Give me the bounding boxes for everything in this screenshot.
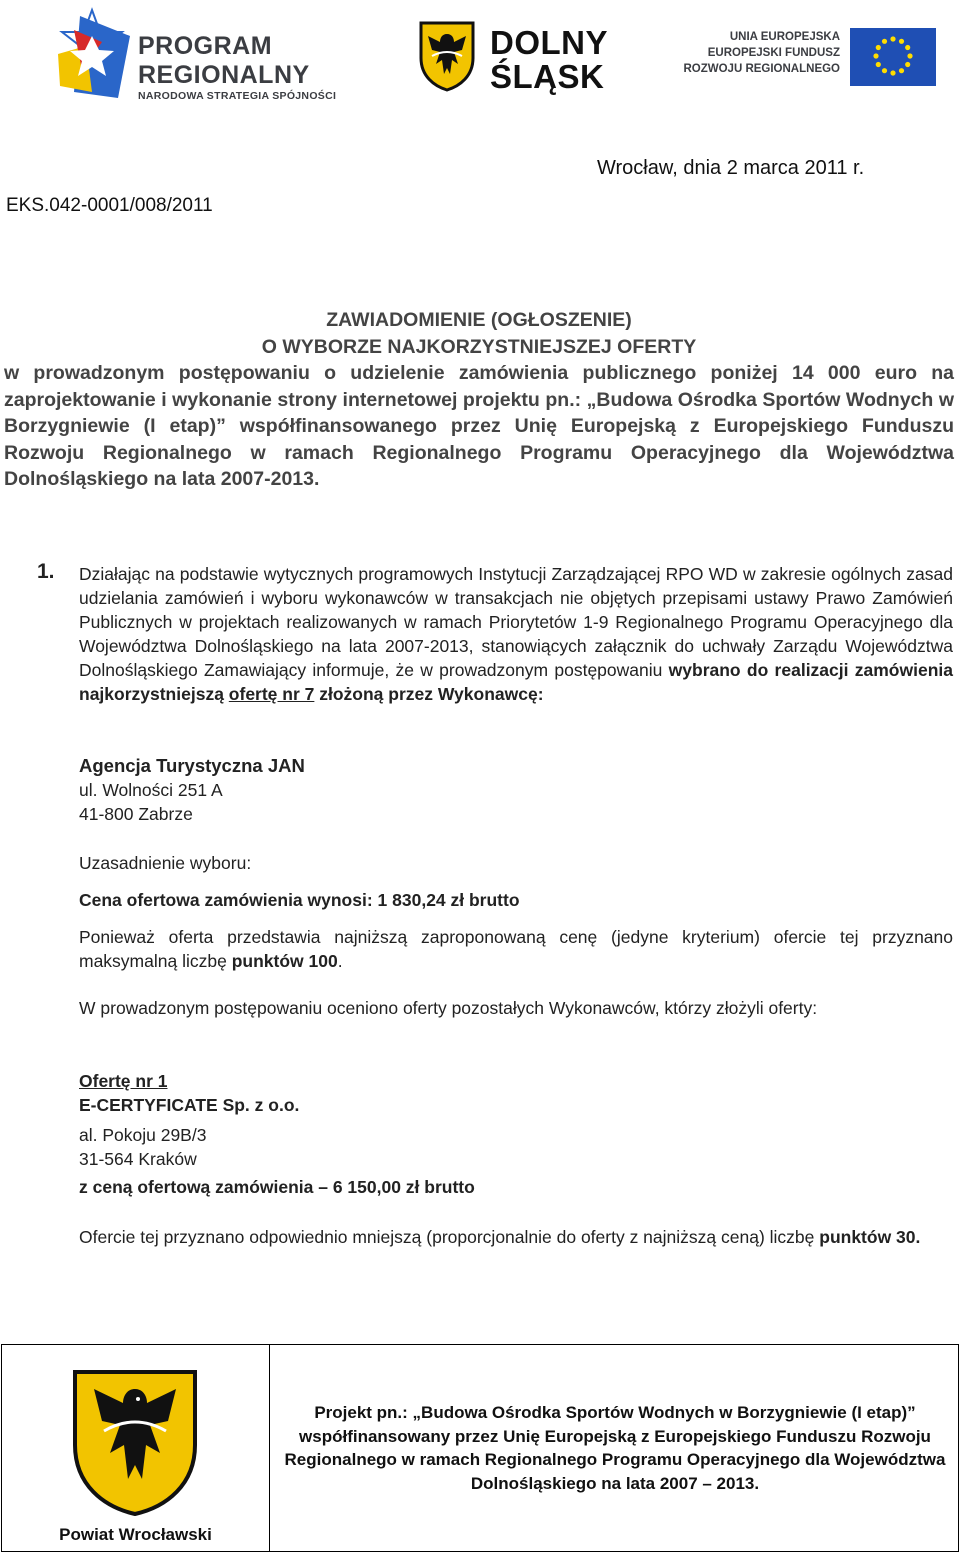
offer-1-address — [79, 1123, 953, 1171]
powiat-label: Powiat Wrocławski — [59, 1525, 212, 1544]
winner-name: Agencja Turystyczna JAN — [79, 755, 305, 776]
dolny-slask-logo — [418, 20, 618, 95]
justification-reason — [79, 925, 953, 973]
winner-city: 41-800 Zabrze — [79, 804, 193, 824]
program-logo-line1: PROGRAM — [138, 32, 273, 60]
footer-box — [1, 1344, 959, 1552]
justification-label: Uzasadnienie wyboru: — [79, 853, 252, 873]
unia-europejska-logo — [680, 28, 940, 88]
notice-heading — [4, 307, 954, 493]
winning-offer-ref: ofertę nr 7 — [228, 684, 315, 704]
offer-1-city: 31-564 Kraków — [79, 1149, 197, 1169]
offer-1-street: al. Pokoju 29B/3 — [79, 1125, 207, 1145]
ue-logo-line3: ROZWOJU REGIONALNEGO — [683, 63, 840, 75]
offer-1-company: E-CERTYFICATE Sp. z o.o. — [79, 1095, 300, 1115]
program-logo-line2: REGIONALNY — [138, 61, 310, 89]
reason-points: punktów 100 — [231, 951, 338, 971]
offer-1 — [79, 1069, 953, 1117]
section-bold-b: złożoną przez Wykonawcę: — [314, 684, 544, 704]
program-regionalny-emblem-icon — [52, 6, 132, 102]
powiat-coat-of-arms-icon — [70, 1367, 200, 1517]
offer-1-note-text: Ofercie tej przyznano odpowiednio mniejszą (proporcjonalnie do oferty z najniższą ceną) liczbę — [79, 1227, 820, 1247]
dolny-logo-line1: DOLNY — [490, 24, 608, 61]
section-1 — [37, 560, 953, 706]
others-intro: W prowadzonym postępowaniu oceniono oferty pozostałych Wykonawców, którzy złożyli oferty: — [79, 998, 818, 1018]
reference-number: EKS.042-0001/008/2011 — [6, 195, 213, 216]
winning-price: Cena ofertowa zamówienia wynosi: 1 830,24 zł brutto — [79, 890, 520, 910]
section-number: 1. — [37, 560, 55, 583]
document-date: Wrocław, dnia 2 marca 2011 r. — [597, 157, 865, 179]
reason-text: Ponieważ oferta przedstawia najniższą zaproponowaną cenę (jedyne kryterium) ofercie tej przyznano maksymalną liczbę — [79, 927, 953, 971]
footer-project-text: Projekt pn.: „Budowa Ośrodka Sportów Wodnych w Borzygniewie (I etap)” współfinansowany przez Unię Europejską z Europejskiego Funduszu Rozwoju Regionalnego w ramach Regionalnego Programu Operacyjnego dla Województwa Dolnośląskiego na lata 2007 – 2013. — [284, 1403, 946, 1493]
section-text: Działając na podstawie wytycznych programowych Instytucji Zarządzającej RPO WD w zakresie ogólnych zasad udzielania zamówień i wyboru wykonawców w transakcjach nie objętych przepisami ustawy Prawo Zamówień Publicznych w projektach realizowanych w ramach Priorytetów 1-9 Regionalnego Programu Operacyjnego dla Województwa Dolnośląskiego na lata 2007-2013, stanowiących załącznik do uchwały Zarządu Województwa Dolnośląskiego Zamawiający informuje, że w prowadzonym postępowaniu — [79, 564, 953, 680]
section-bold-a: wybrano do realizacji zamówienia najkorzystniejszą — [79, 660, 953, 704]
winner-address — [79, 754, 953, 826]
offer-1-points: punktów 30. — [819, 1227, 921, 1247]
offer-1-note — [79, 1225, 953, 1249]
notice-subtitle: O WYBORZE NAJKORZYSTNIEJSZEJ OFERTY — [261, 335, 697, 358]
notice-title: ZAWIADOMIENIE (OGŁOSZENIE) — [326, 309, 632, 331]
ue-logo-line2: EUROPEJSKI FUNDUSZ — [707, 47, 840, 59]
program-regionalny-logo — [52, 6, 362, 102]
reason-end: . — [337, 951, 343, 971]
program-logo-line3: NARODOWA STRATEGIA SPÓJNOŚCI — [138, 90, 337, 102]
dolny-logo-line2: ŚLĄSK — [490, 58, 605, 95]
notice-description: w prowadzonym postępowaniu o udzielenie zamówienia publicznego poniżej 14 000 euro na zaprojektowanie i wykonanie strony internetowej projektu pn.: „Budowa Ośrodka Sportów Wodnych w Borzygniewie (I etap)” współfinansowanego przez Unię Europejską z Europejskiego Funduszu Rozwoju Regionalnego w ramach Regionalnego Programu Operacyjnego dla Województwa Dolnośląskiego na lata 2007-2013. — [4, 362, 954, 490]
winner-street: ul. Wolności 251 A — [79, 780, 223, 800]
offer-1-label: Ofertę nr 1 — [79, 1071, 168, 1091]
eu-flag-icon — [850, 28, 936, 86]
offer-1-price: z ceną ofertową zamówienia – 6 150,00 zł brutto — [79, 1177, 475, 1197]
ue-logo-line1: UNIA EUROPEJSKA — [729, 31, 840, 43]
eagle-shield-icon — [418, 20, 476, 92]
